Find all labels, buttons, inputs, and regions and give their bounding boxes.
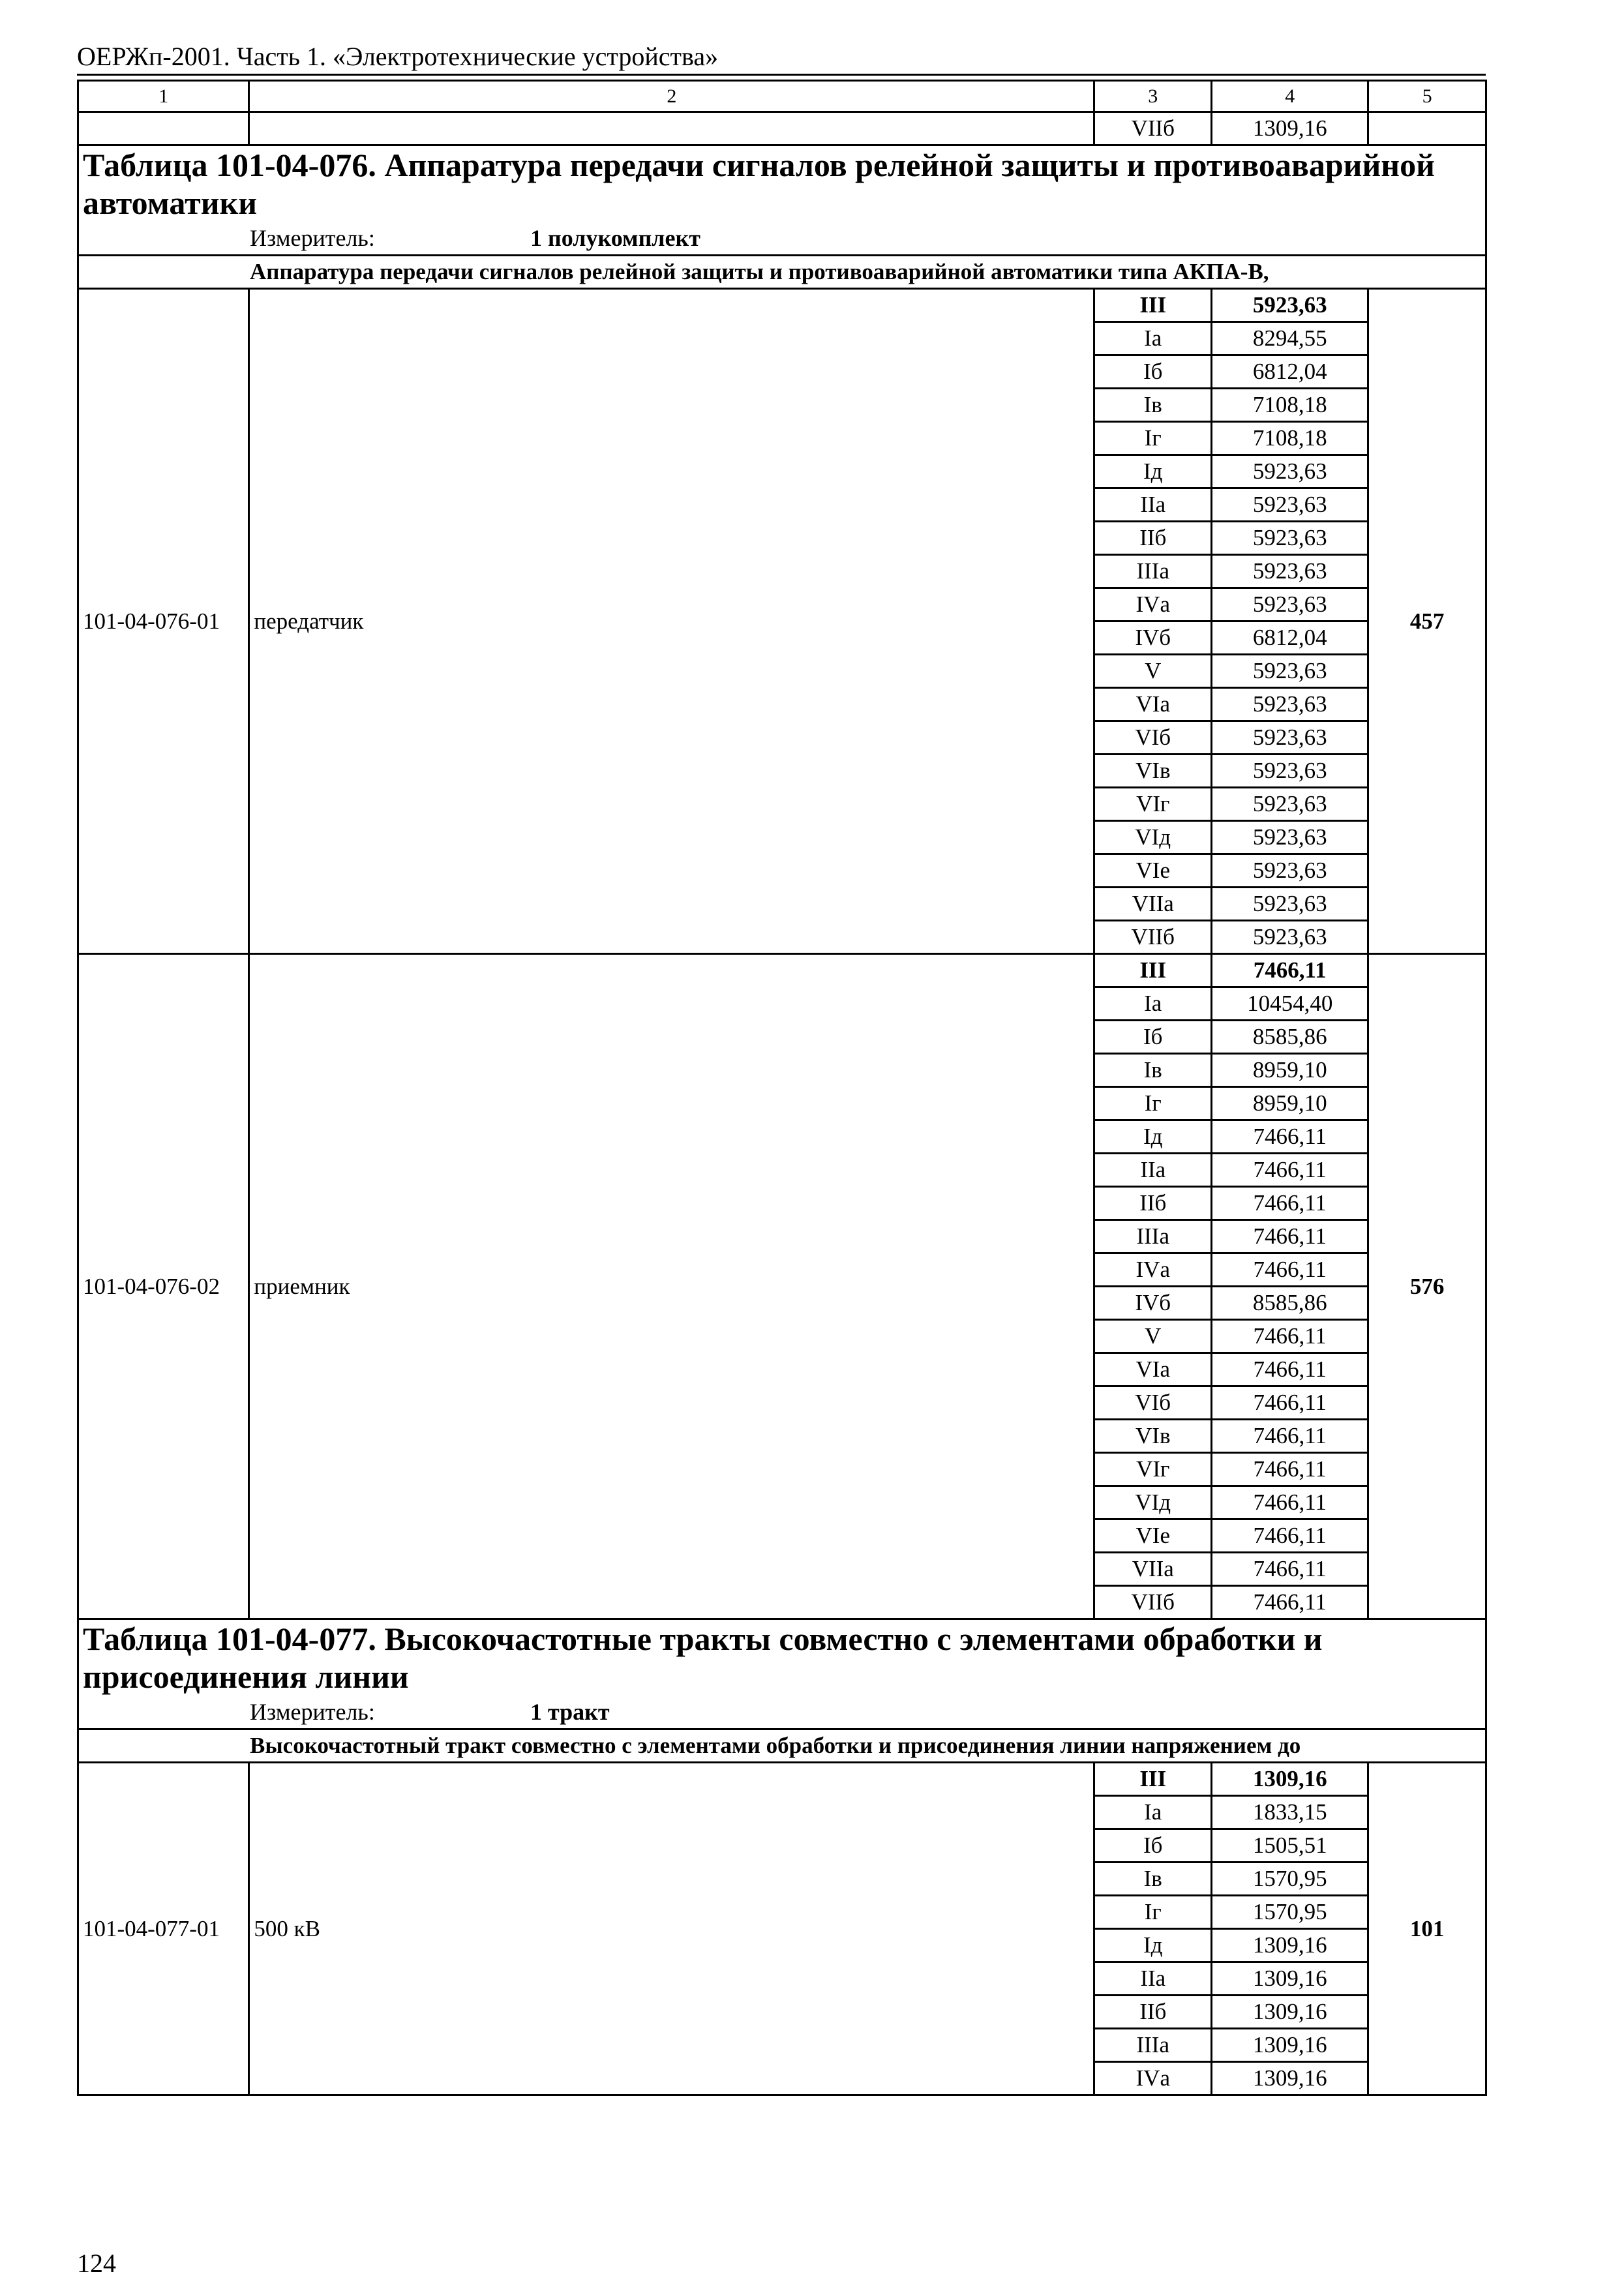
- measure-label: Измеритель:: [250, 225, 375, 251]
- measure-line: [83, 1696, 1481, 1728]
- table-title-cell: [78, 145, 1486, 256]
- header-rule: [77, 74, 1486, 76]
- zone-cell: Iб: [1094, 1021, 1212, 1054]
- measure-line: [83, 222, 1481, 254]
- price-cell: 6812,04: [1212, 355, 1368, 389]
- zone-cell: VIIб: [1094, 921, 1212, 954]
- zone-cell: Iб: [1094, 355, 1212, 389]
- zone-cell: Iд: [1094, 1120, 1212, 1154]
- price-cell: 1309,16: [1212, 2062, 1368, 2095]
- zone-cell: IIб: [1094, 1187, 1212, 1220]
- price-cell: 7466,11: [1212, 1154, 1368, 1187]
- price-cell: 5923,63: [1212, 888, 1368, 921]
- zone-cell: Iв: [1094, 1863, 1212, 1896]
- zone-cell: IIб: [1094, 1996, 1212, 2029]
- item-code: 101-04-076-01: [78, 289, 249, 954]
- zone-cell: V: [1094, 1320, 1212, 1353]
- zone-cell: IIIа: [1094, 555, 1212, 588]
- price-cell: 1833,15: [1212, 1796, 1368, 1829]
- price-cell: 1309,16: [1212, 1929, 1368, 1962]
- price-cell: 7466,11: [1212, 1519, 1368, 1553]
- page-number: 124: [77, 2249, 116, 2278]
- zone-cell: VIIб: [1094, 112, 1212, 145]
- price-cell: 5923,63: [1212, 488, 1368, 522]
- column-number: 2: [249, 81, 1094, 112]
- group-row: [78, 1729, 1486, 1763]
- price-cell: 7466,11: [1212, 1586, 1368, 1619]
- measure-value: 1 полукомплект: [530, 225, 700, 251]
- zone-cell: VIб: [1094, 721, 1212, 755]
- price-cell: 5923,63: [1212, 721, 1368, 755]
- item-name: передатчик: [249, 289, 1094, 954]
- zone-cell: Iв: [1094, 389, 1212, 422]
- zone-cell: Iг: [1094, 1087, 1212, 1120]
- zone-cell: IIа: [1094, 488, 1212, 522]
- zone-cell: VIг: [1094, 788, 1212, 821]
- zone-cell: VIа: [1094, 1353, 1212, 1386]
- table-title: Таблица 101-04-077. Высокочастотные тракты совместно с элементами обработки и присоединения линии: [83, 1621, 1323, 1695]
- zone-cell: Iг: [1094, 1896, 1212, 1929]
- item-extra: 101: [1368, 1763, 1486, 2095]
- zone-cell: III: [1094, 1763, 1212, 1796]
- price-cell: 7466,11: [1212, 1486, 1368, 1519]
- table-title-cell: [78, 1619, 1486, 1729]
- price-cell: 5923,63: [1212, 588, 1368, 621]
- item-name: 500 кВ: [249, 1763, 1094, 2095]
- zone-cell: IIIа: [1094, 2029, 1212, 2062]
- price-cell: 1309,16: [1212, 1763, 1368, 1796]
- price-cell: 7466,11: [1212, 1353, 1368, 1386]
- price-cell: 7466,11: [1212, 1253, 1368, 1287]
- zone-cell: VIд: [1094, 1486, 1212, 1519]
- code-cell: [78, 112, 249, 145]
- extra-cell: [1368, 112, 1486, 145]
- price-cell: 5923,63: [1212, 921, 1368, 954]
- price-cell: 7466,11: [1212, 1220, 1368, 1253]
- table-title: Таблица 101-04-076. Аппаратура передачи сигналов релейной защиты и противоаварийной автоматики: [83, 147, 1435, 221]
- zone-cell: VIе: [1094, 1519, 1212, 1553]
- group-label: Высокочастотный тракт совместно с элементами обработки и присоединения линии напряжением до: [250, 1733, 1301, 1758]
- item-extra: 457: [1368, 289, 1486, 954]
- zone-cell: V: [1094, 655, 1212, 688]
- zone-cell: Iа: [1094, 987, 1212, 1021]
- price-cell: 1309,16: [1212, 112, 1368, 145]
- table-title-row: [78, 1619, 1486, 1729]
- item-code: 101-04-076-02: [78, 954, 249, 1619]
- price-cell: 5923,63: [1212, 821, 1368, 854]
- price-cell: 8294,55: [1212, 322, 1368, 355]
- zone-cell: VIб: [1094, 1386, 1212, 1420]
- zone-cell: VIд: [1094, 821, 1212, 854]
- group-cell: [78, 1729, 1486, 1763]
- price-cell: 1570,95: [1212, 1896, 1368, 1929]
- carry-over-row: [78, 112, 1486, 145]
- zone-cell: IIа: [1094, 1154, 1212, 1187]
- zone-cell: IVа: [1094, 1253, 1212, 1287]
- column-number: 3: [1094, 81, 1212, 112]
- price-cell: 5923,63: [1212, 522, 1368, 555]
- zone-cell: IVа: [1094, 2062, 1212, 2095]
- price-cell: 5923,63: [1212, 289, 1368, 322]
- price-cell: 7466,11: [1212, 1386, 1368, 1420]
- norms-table-body: [78, 81, 1486, 2095]
- zone-cell: IIIа: [1094, 1220, 1212, 1253]
- price-cell: 7108,18: [1212, 389, 1368, 422]
- zone-cell: VIа: [1094, 688, 1212, 721]
- price-cell: 5923,63: [1212, 555, 1368, 588]
- group-row: [78, 256, 1486, 289]
- price-cell: 7466,11: [1212, 1553, 1368, 1586]
- name-cell: [249, 112, 1094, 145]
- price-cell: 5923,63: [1212, 755, 1368, 788]
- price-cell: 5923,63: [1212, 688, 1368, 721]
- column-number: 1: [78, 81, 249, 112]
- price-cell: 7108,18: [1212, 422, 1368, 455]
- price-cell: 7466,11: [1212, 1420, 1368, 1453]
- zone-cell: IVб: [1094, 621, 1212, 655]
- page-header: ОЕРЖп-2001. Часть 1. «Электротехнические устройства»: [77, 42, 719, 71]
- zone-cell: Iб: [1094, 1829, 1212, 1863]
- price-cell: 6812,04: [1212, 621, 1368, 655]
- zone-cell: Iа: [1094, 322, 1212, 355]
- zone-cell: IIа: [1094, 1962, 1212, 1996]
- price-cell: 5923,63: [1212, 788, 1368, 821]
- zone-cell: IVб: [1094, 1287, 1212, 1320]
- group-label: Аппаратура передачи сигналов релейной защиты и противоаварийной автоматики типа АКПА-В,: [250, 259, 1269, 284]
- group-cell: [78, 256, 1486, 289]
- table-row: [78, 1763, 1486, 1796]
- zone-cell: III: [1094, 954, 1212, 987]
- item-name: приемник: [249, 954, 1094, 1619]
- column-number-row: [78, 81, 1486, 112]
- column-number: 5: [1368, 81, 1486, 112]
- price-cell: 5923,63: [1212, 655, 1368, 688]
- table-title-row: [78, 145, 1486, 256]
- zone-cell: VIIа: [1094, 1553, 1212, 1586]
- measure-label: Измеритель:: [250, 1699, 375, 1725]
- zone-cell: VIг: [1094, 1453, 1212, 1486]
- zone-cell: IVа: [1094, 588, 1212, 621]
- price-cell: 8585,86: [1212, 1021, 1368, 1054]
- price-cell: 1309,16: [1212, 2029, 1368, 2062]
- item-code: 101-04-077-01: [78, 1763, 249, 2095]
- price-cell: 10454,40: [1212, 987, 1368, 1021]
- price-cell: 5923,63: [1212, 455, 1368, 488]
- table-row: [78, 289, 1486, 322]
- zone-cell: III: [1094, 289, 1212, 322]
- measure-value: 1 тракт: [530, 1699, 610, 1725]
- price-cell: 8959,10: [1212, 1054, 1368, 1087]
- norms-table: [77, 80, 1487, 2096]
- price-cell: 1570,95: [1212, 1863, 1368, 1896]
- zone-cell: Iд: [1094, 1929, 1212, 1962]
- price-cell: 7466,11: [1212, 954, 1368, 987]
- item-extra: 576: [1368, 954, 1486, 1619]
- zone-cell: Iг: [1094, 422, 1212, 455]
- zone-cell: VIIа: [1094, 888, 1212, 921]
- zone-cell: Iд: [1094, 455, 1212, 488]
- zone-cell: VIв: [1094, 755, 1212, 788]
- column-number: 4: [1212, 81, 1368, 112]
- zone-cell: IIб: [1094, 522, 1212, 555]
- price-cell: 7466,11: [1212, 1453, 1368, 1486]
- price-cell: 1505,51: [1212, 1829, 1368, 1863]
- price-cell: 7466,11: [1212, 1187, 1368, 1220]
- price-cell: 8959,10: [1212, 1087, 1368, 1120]
- zone-cell: Iа: [1094, 1796, 1212, 1829]
- table-row: [78, 954, 1486, 987]
- price-cell: 1309,16: [1212, 1996, 1368, 2029]
- zone-cell: VIIб: [1094, 1586, 1212, 1619]
- zone-cell: Iв: [1094, 1054, 1212, 1087]
- price-cell: 5923,63: [1212, 854, 1368, 888]
- price-cell: 1309,16: [1212, 1962, 1368, 1996]
- zone-cell: VIв: [1094, 1420, 1212, 1453]
- price-cell: 8585,86: [1212, 1287, 1368, 1320]
- price-cell: 7466,11: [1212, 1320, 1368, 1353]
- zone-cell: VIе: [1094, 854, 1212, 888]
- price-cell: 7466,11: [1212, 1120, 1368, 1154]
